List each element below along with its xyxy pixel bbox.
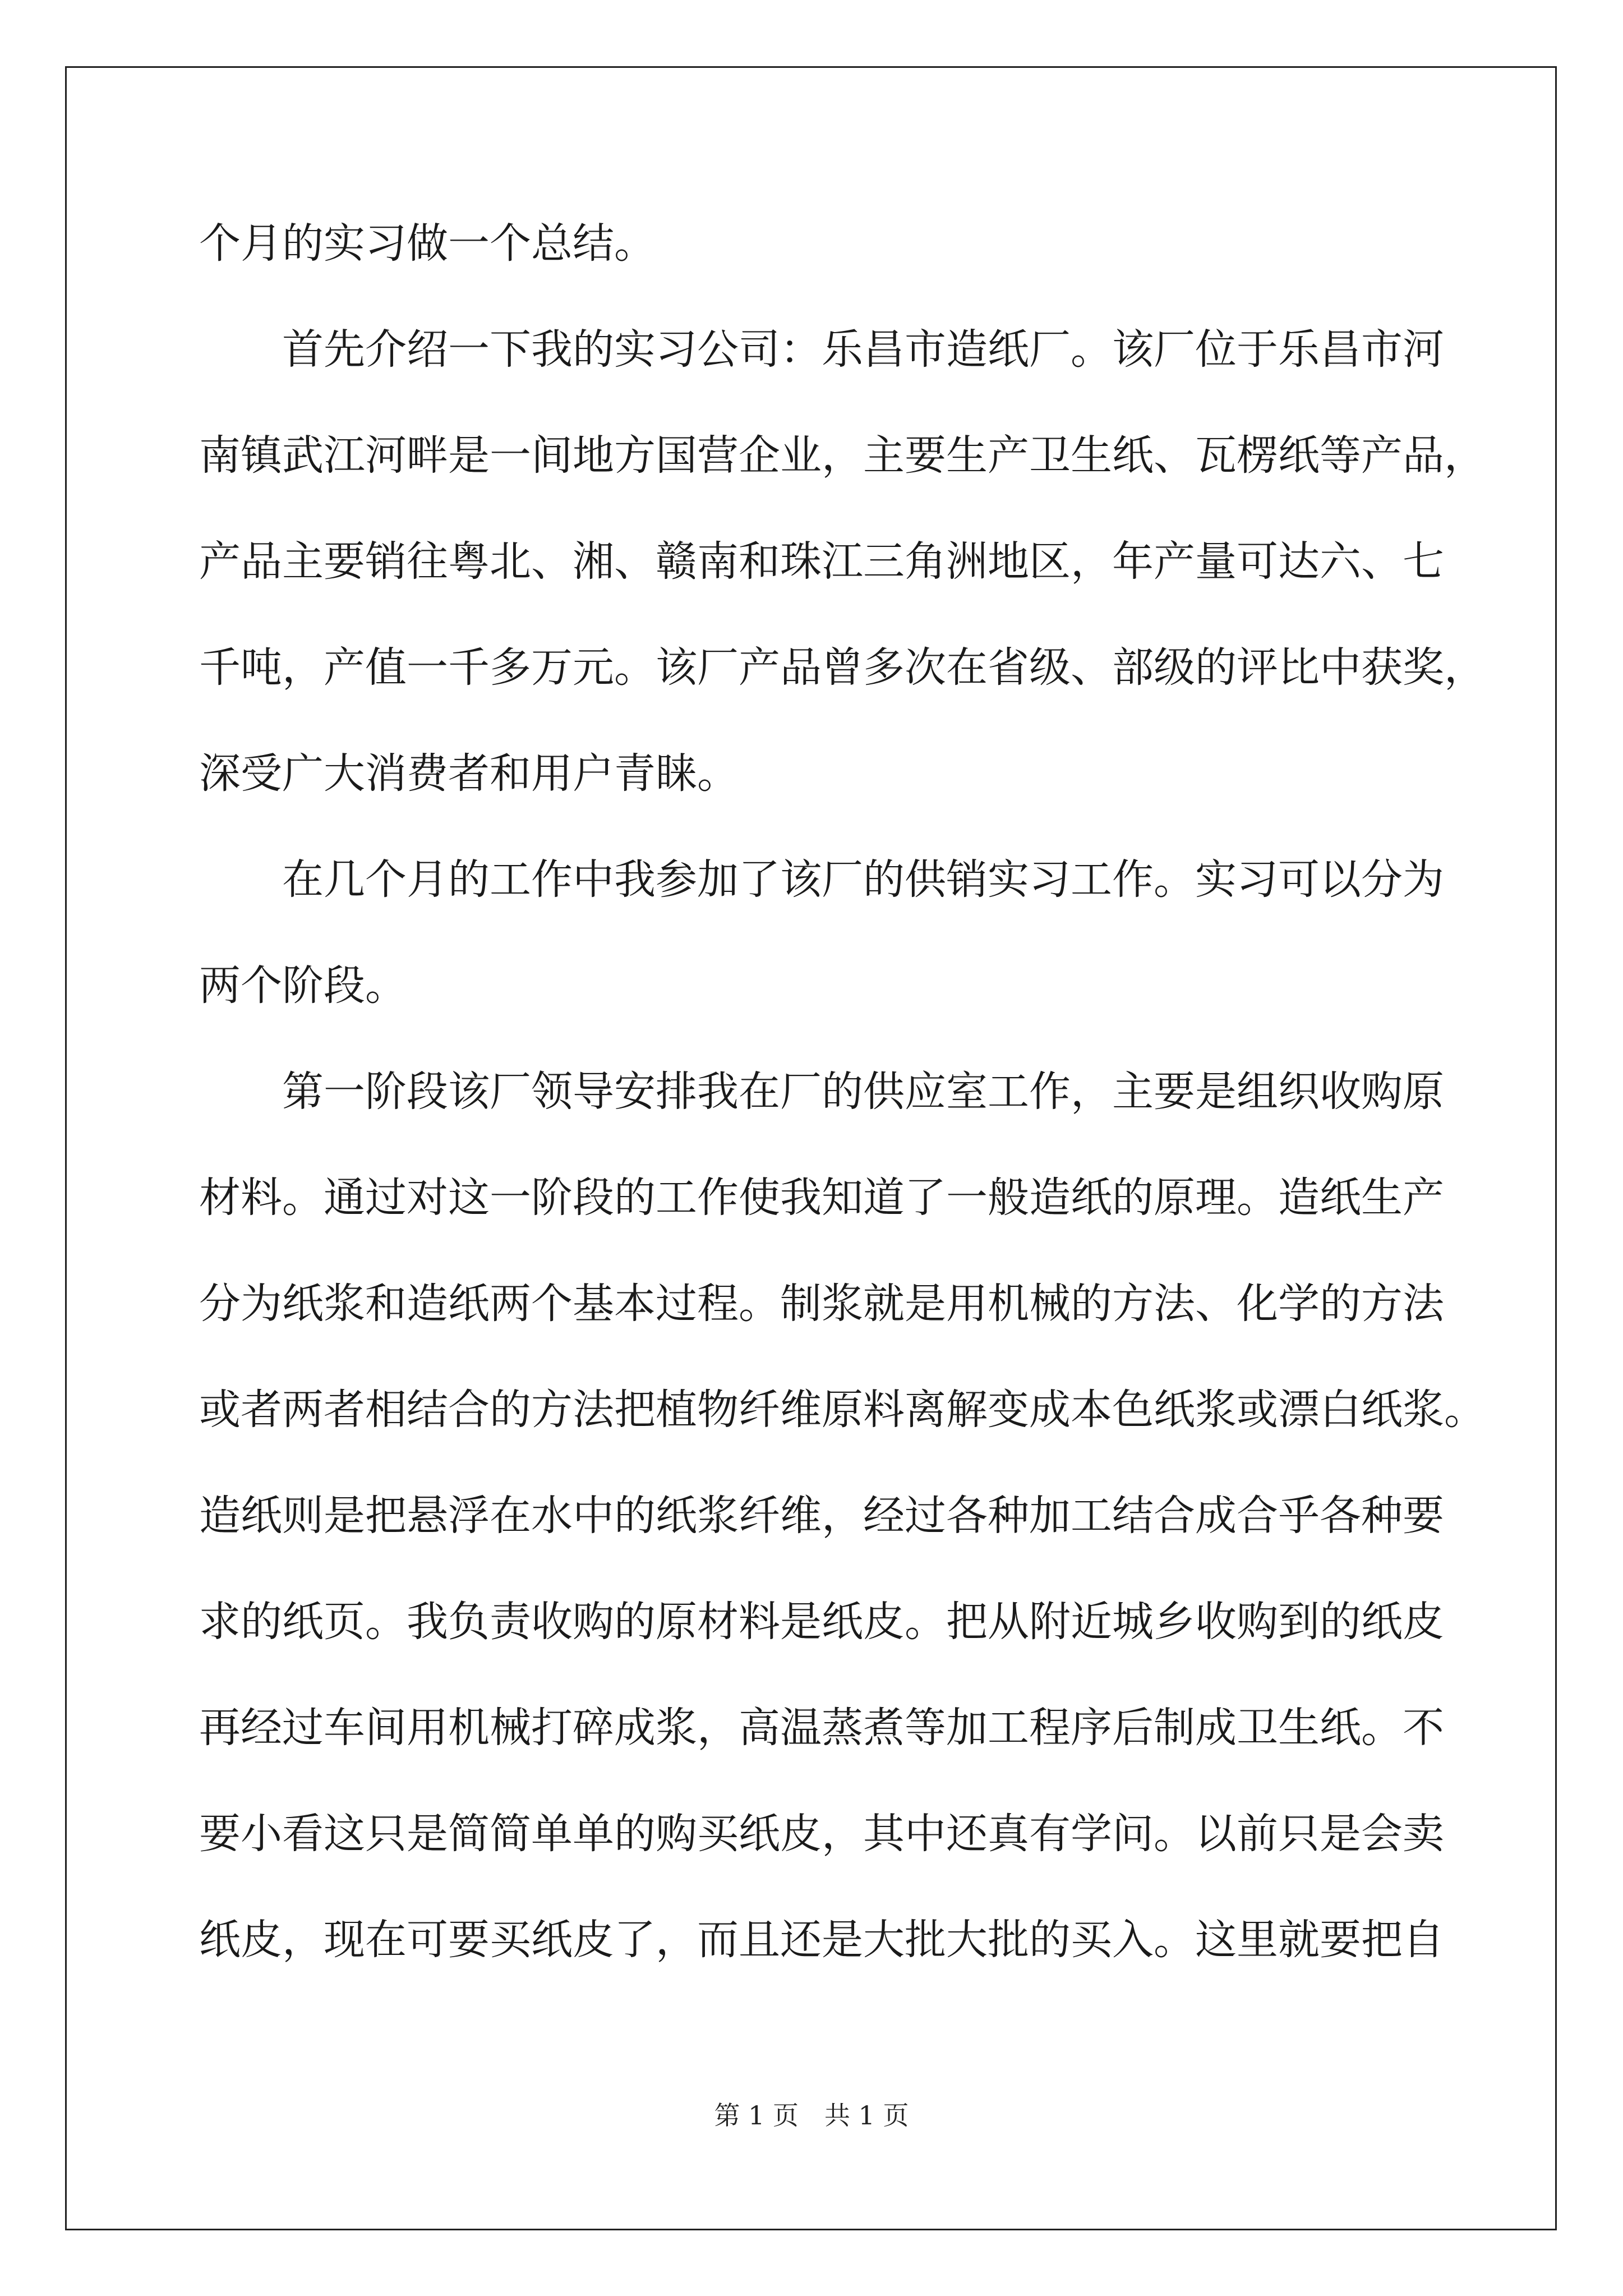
document-body (199, 191, 1486, 1993)
text-line: 首先介绍一下我的实习公司：乐昌市造纸厂。该厂位于乐昌市河 (282, 325, 1444, 374)
text-line: 造纸则是把悬浮在水中的纸浆纤维，经过各种加工结合成合乎各种要 (199, 1492, 1444, 1540)
text-line: 第一阶段该厂领导安排我在厂的供应室工作，主要是组织收购原 (282, 1068, 1444, 1116)
text-line: 两个阶段。 (199, 961, 407, 1010)
text-line: 产品主要销往粤北、湘、赣南和珠江三角洲地区，年产量可达六、七 (199, 537, 1444, 586)
text-line: 千吨，产值一千多万元。该厂产品曾多次在省级、部级的评比中获奖， (199, 643, 1486, 692)
text-line: 分为纸浆和造纸两个基本过程。制浆就是用机械的方法、化学的方法 (199, 1280, 1444, 1328)
text-line: 个月的实习做一个总结。 (199, 219, 656, 268)
page-number-footer: 第 1 页 共 1 页 (714, 2100, 909, 2131)
text-line: 材料。通过对这一阶段的工作使我知道了一般造纸的原理。造纸生产 (199, 1174, 1444, 1222)
text-line: 纸皮，现在可要买纸皮了，而且还是大批大批的买入。这里就要把自 (199, 1916, 1444, 1964)
text-line: 或者两者相结合的方法把植物纤维原料离解变成本色纸浆或漂白纸浆。 (199, 1386, 1486, 1434)
text-line: 求的纸页。我负责收购的原材料是纸皮。把从附近城乡收购到的纸皮 (199, 1598, 1444, 1646)
text-line: 在几个月的工作中我参加了该厂的供销实习工作。实习可以分为 (282, 855, 1444, 904)
text-line: 要小看这只是简简单单的购买纸皮，其中还真有学问。以前只是会卖 (199, 1810, 1444, 1858)
text-line: 南镇武江河畔是一间地方国营企业，主要生产卫生纸、瓦楞纸等产品， (199, 431, 1486, 480)
text-line: 再经过车间用机械打碎成浆，高温蒸煮等加工程序后制成卫生纸。不 (199, 1704, 1444, 1752)
text-line: 深受广大消费者和用户青睐。 (199, 749, 739, 798)
